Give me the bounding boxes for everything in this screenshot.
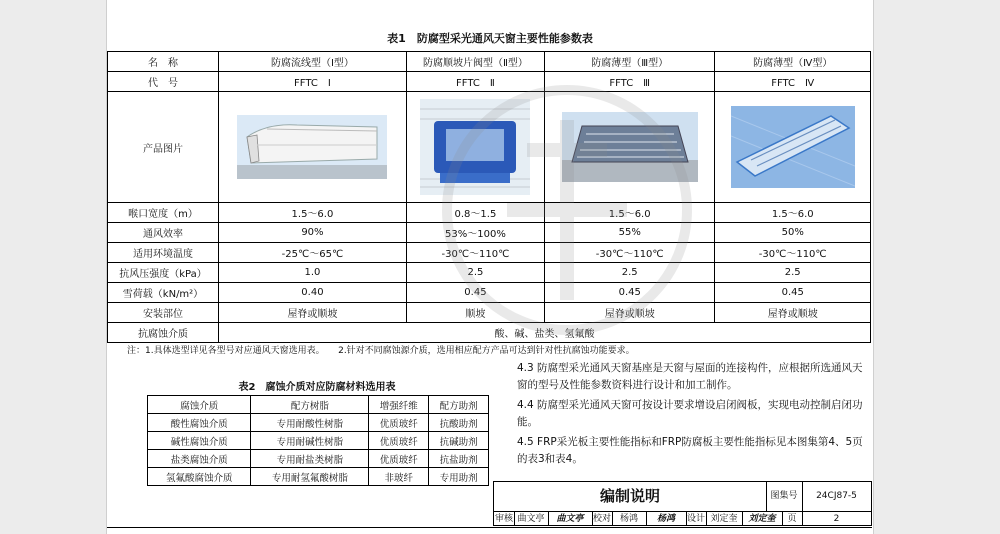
check-signature: 杨鸿 xyxy=(646,512,687,526)
title-block xyxy=(493,481,872,526)
t2-cell: 专用耐盐类树脂 xyxy=(251,450,369,468)
product-photo-type3 xyxy=(544,92,714,203)
t2-cell: 专用耐碱性树脂 xyxy=(251,432,369,450)
t2-cell: 专用助剂 xyxy=(429,468,489,486)
row-cell: 1.5～6.0 xyxy=(544,203,714,223)
row-label: 雪荷载（kN/m²） xyxy=(108,283,219,303)
row-cell: 50% xyxy=(715,223,871,243)
row-cell: 1.5～6.0 xyxy=(219,203,407,223)
t2-header: 配方助剂 xyxy=(429,396,489,414)
code-cell: FFTC Ⅰ xyxy=(219,72,407,92)
material-table xyxy=(147,395,489,486)
row-label: 安装部位 xyxy=(108,303,219,323)
row-cell: 2.5 xyxy=(406,263,544,283)
row-cell: -30℃～110℃ xyxy=(544,243,714,263)
performance-table xyxy=(107,51,871,343)
row-cell: 55% xyxy=(544,223,714,243)
review-signature: 曲文亭 xyxy=(548,512,593,526)
design-label: 设计 xyxy=(686,514,705,524)
row-cell: 0.45 xyxy=(715,283,871,303)
t2-cell: 专用耐酸性树脂 xyxy=(251,414,369,432)
t2-header: 增强纤维 xyxy=(369,396,429,414)
row-cell: 2.5 xyxy=(715,263,871,283)
t2-cell: 碱性腐蚀介质 xyxy=(148,432,251,450)
row-cell: 1.5～6.0 xyxy=(715,203,871,223)
page-number: 2 xyxy=(833,514,840,524)
t2-cell: 抗碱助剂 xyxy=(429,432,489,450)
table1-note: 注：1.具体选型详见各型号对应通风天窗选用表。 2.针对不同腐蚀源介质，选用相应配方产品可达到针对性抗腐蚀功能要求。 xyxy=(127,346,635,356)
paragraph-4-3: 4.3 防腐型采光通风天窗基座是天窗与屋面的连接构件，应根据所选通风天窗的型号及性能参数资料进行设计和加工制作。 xyxy=(517,362,863,391)
table2-title: 表2 腐蚀介质对应防腐材料选用表 xyxy=(238,382,396,393)
row-label: 抗腐蚀介质 xyxy=(108,323,219,343)
t2-cell: 非玻纤 xyxy=(369,468,429,486)
row-cell: 53%～100% xyxy=(406,223,544,243)
row-label: 抗风压强度（kPa） xyxy=(108,263,219,283)
header-col: 防腐流线型（Ⅰ型） xyxy=(219,52,407,72)
header-label: 名 称 xyxy=(108,52,219,72)
row-cell: -25℃～65℃ xyxy=(219,243,407,263)
row-cell: 屋脊或顺坡 xyxy=(715,303,871,323)
row-cell: 0.40 xyxy=(219,283,407,303)
atlas-number: 24CJ87-5 xyxy=(802,482,871,512)
paragraph-4-5: 4.5 FRP采光板主要性能指标和FRP防腐板主要性能指标见本图集第4、5页的表3和表4。 xyxy=(517,436,863,465)
row-cell: 0.8～1.5 xyxy=(406,203,544,223)
paragraph-4-4: 4.4 防腐型采光通风天窗可按设计要求增设启闭阀板，实现电动控制启闭功能。 xyxy=(517,399,863,428)
row-cell: 0.45 xyxy=(544,283,714,303)
row-cell: -30℃～110℃ xyxy=(406,243,544,263)
check-name: 杨鸿 xyxy=(612,512,647,526)
row-cell: 0.45 xyxy=(406,283,544,303)
row-cell: 2.5 xyxy=(544,263,714,283)
design-signature: 刘定奎 xyxy=(742,512,783,526)
check-label: 校对 xyxy=(592,514,611,524)
review-name: 曲文亭 xyxy=(514,512,549,526)
t2-cell: 优质玻纤 xyxy=(369,414,429,432)
drawing-sheet xyxy=(106,0,874,534)
product-photo-type4 xyxy=(715,92,871,203)
code-cell: FFTC Ⅱ xyxy=(406,72,544,92)
t2-cell: 氢氟酸腐蚀介质 xyxy=(148,468,251,486)
t2-cell: 优质玻纤 xyxy=(369,450,429,468)
t2-header: 腐蚀介质 xyxy=(148,396,251,414)
code-cell: FFTC Ⅲ xyxy=(544,72,714,92)
product-photo-type2 xyxy=(406,92,544,203)
header-col: 防腐薄型（Ⅳ型） xyxy=(715,52,871,72)
atlas-label: 图集号 xyxy=(766,482,803,512)
t2-cell: 酸性腐蚀介质 xyxy=(148,414,251,432)
t2-header: 配方树脂 xyxy=(251,396,369,414)
header-col: 防腐顺坡片阀型（Ⅱ型） xyxy=(406,52,544,72)
row-cell: 1.0 xyxy=(219,263,407,283)
code-label: 代 号 xyxy=(108,72,219,92)
code-cell: FFTC Ⅳ xyxy=(715,72,871,92)
t2-cell: 专用耐氢氟酸树脂 xyxy=(251,468,369,486)
span-cell: 酸、碱、盐类、氢氟酸 xyxy=(219,323,871,343)
page-label: 页 xyxy=(782,512,803,526)
t2-cell: 优质玻纤 xyxy=(369,432,429,450)
row-label: 通风效率 xyxy=(108,223,219,243)
drawing-title: 编制说明 xyxy=(494,482,767,512)
row-cell: 顺坡 xyxy=(406,303,544,323)
row-cell: 90% xyxy=(219,223,407,243)
row-cell: 屋脊或顺坡 xyxy=(544,303,714,323)
t2-cell: 抗酸助剂 xyxy=(429,414,489,432)
t2-cell: 盐类腐蚀介质 xyxy=(148,450,251,468)
table1-title: 表1 防腐型采光通风天窗主要性能参数表 xyxy=(387,32,593,45)
design-name: 刘定奎 xyxy=(706,512,743,526)
row-label: 喉口宽度（m） xyxy=(108,203,219,223)
t2-cell: 抗盐助剂 xyxy=(429,450,489,468)
header-col: 防腐薄型（Ⅲ型） xyxy=(544,52,714,72)
row-cell: 屋脊或顺坡 xyxy=(219,303,407,323)
row-cell: -30℃～110℃ xyxy=(715,243,871,263)
product-photo-type1 xyxy=(219,92,407,203)
review-label: 审核 xyxy=(494,514,513,524)
image-row-label: 产品图片 xyxy=(108,92,219,203)
row-label: 适用环境温度 xyxy=(108,243,219,263)
